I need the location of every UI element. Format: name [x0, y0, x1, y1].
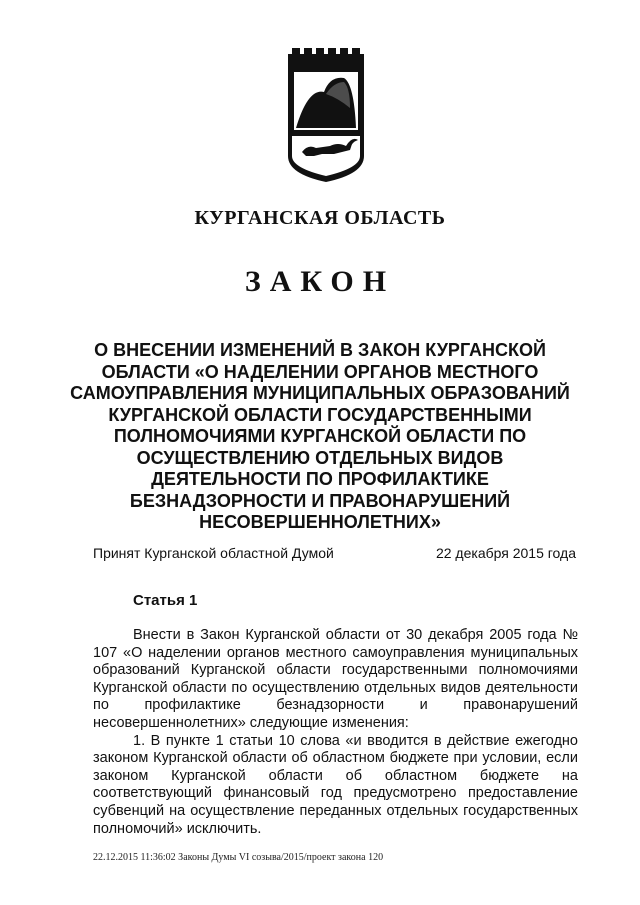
article-paragraph: Внести в Закон Курганской области от 30 декабря 2005 года № 107 «О наделении органов местного самоуправления муниципальных образований Курганской области государственными полномочиями Курганской области по осуществлению отдельных видов деятельности по профилактике безнадзорности и правонарушений несовершеннолетних» следующие изменения:: [93, 627, 578, 731]
region-name: КУРГАНСКАЯ ОБЛАСТЬ: [194, 207, 446, 229]
footer-meta: 22.12.2015 11:36:02 Законы Думы VI созыва/2015/проект закона 120: [93, 852, 384, 863]
article-body: [93, 627, 578, 838]
article-heading: Статья 1: [133, 592, 198, 609]
adoption-line: [93, 545, 576, 561]
document-type: ЗАКОН: [244, 265, 396, 298]
article-paragraph: 1. В пункте 1 статьи 10 слова «и вводится в действие ежегодно законом Курганской области об областном бюджете при условии, если законом Курганской области об областном бюджете на соответствующий финансовый год предусмотрено предоставление субвенций на осуществление переданных отдельных государственных полномочий» исключить.: [93, 732, 578, 837]
adopted-by: Принят Курганской областной Думой: [93, 545, 334, 561]
law-title: О ВНЕСЕНИИ ИЗМЕНЕНИЙ В ЗАКОН КУРГАНСКОЙ ОБЛАСТИ «О НАДЕЛЕНИИ ОРГАНОВ МЕСТНОГО САМОУПРАВЛЕНИЯ МУНИЦИПАЛЬНЫХ ОБРАЗОВАНИЙ КУРГАНСКОЙ ОБЛАСТИ ГОСУДАРСТВЕННЫМИ ПОЛНОМОЧИЯМИ КУРГАНСКОЙ ОБЛАСТИ ПО ОСУЩЕСТВЛЕНИЮ ОТДЕЛЬНЫХ ВИДОВ ДЕЯТЕЛЬНОСТИ ПО ПРОФИЛАКТИКЕ БЕЗНАДЗОРНОСТИ И ПРАВОНАРУШЕНИЙ НЕСОВЕРШЕННОЛЕТНИХ»: [70, 340, 570, 532]
coat-of-arms-icon: [286, 48, 366, 184]
adoption-date: 22 декабря 2015 года: [435, 545, 576, 561]
